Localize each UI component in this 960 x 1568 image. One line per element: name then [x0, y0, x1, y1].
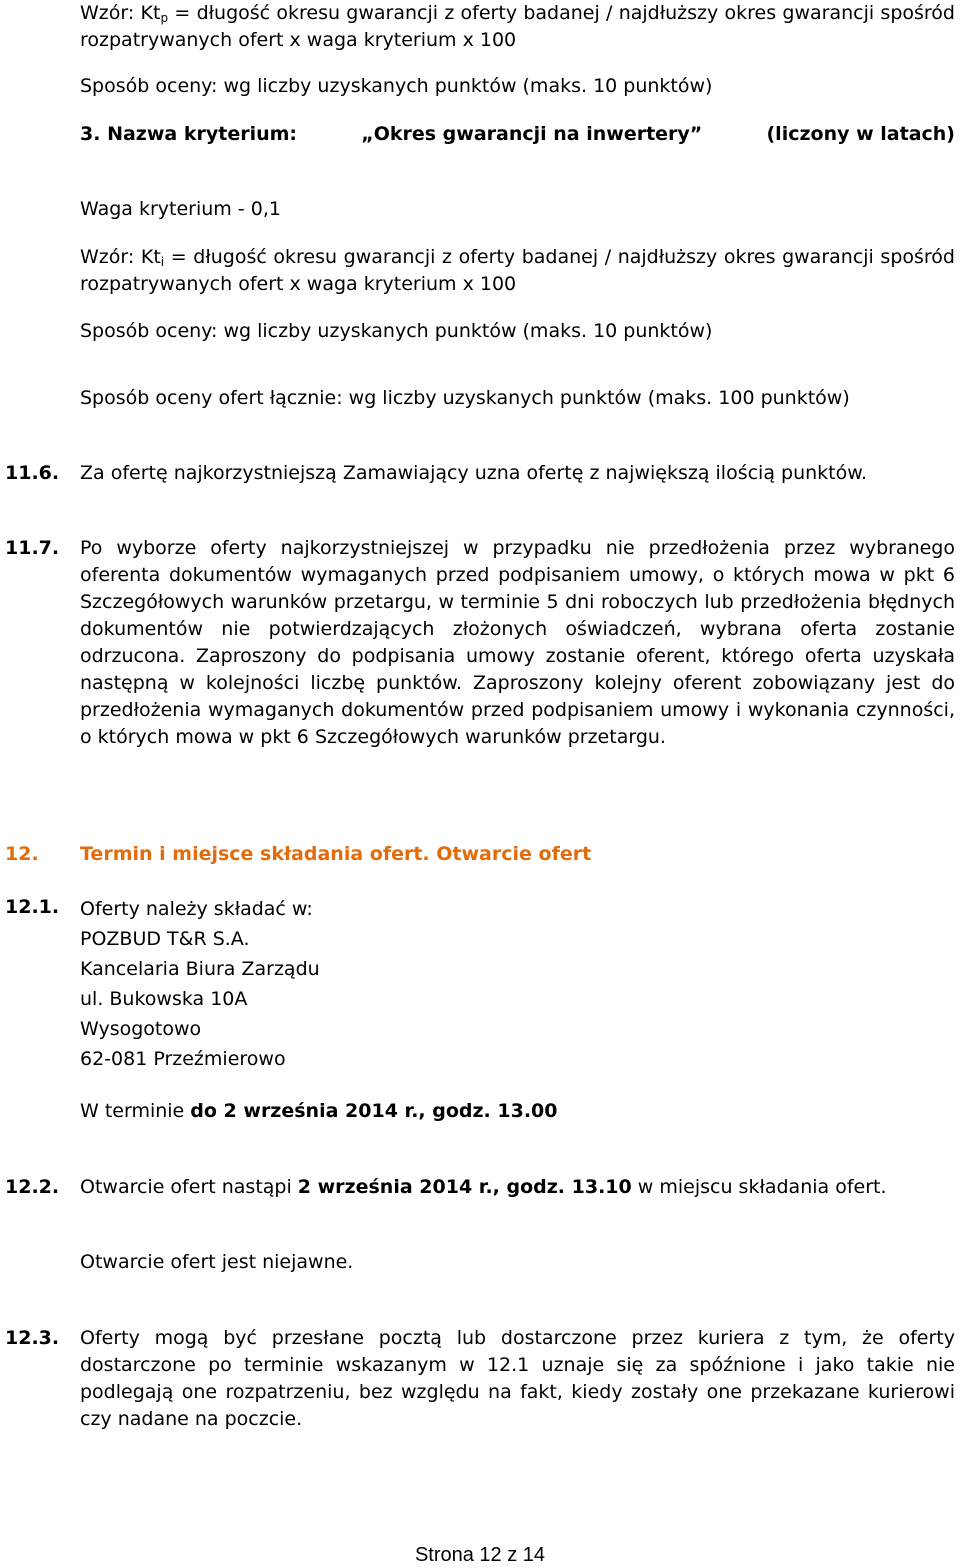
section-11-7-number: 11.7. [5, 537, 60, 559]
total-method: Sposób oceny ofert łącznie: wg liczby uzyskanych punktów (maks. 100 punktów) [80, 387, 850, 409]
opening-date: 2 września 2014 r., godz. 13.10 [297, 1176, 632, 1198]
formula-label: Wzór: [80, 2, 135, 24]
criterion-number: 3. [80, 123, 101, 145]
section-11-6-text: Za ofertę najkorzystniejszą Zamawiający uzna ofertę z największą ilością punktów. [80, 462, 868, 484]
page-footer: Strona 12 z 14 [414, 1544, 546, 1566]
criterion2-method: Sposób oceny: wg liczby uzyskanych punktów (maks. 10 punktów) [80, 75, 713, 97]
formula-label: Wzór: [80, 246, 135, 268]
section-12-1-number: 12.1. [5, 896, 60, 918]
criterion-name-suffix: (liczony w latach) [766, 123, 955, 145]
criterion3-weight: Waga kryterium - 0,1 [80, 198, 281, 220]
address-line: ul. Bukowska 10A [80, 988, 248, 1010]
address-line: Wysogotowo [80, 1018, 202, 1040]
page-total: 14 [522, 1544, 546, 1566]
address-line: POZBUD T&R S.A. [80, 928, 250, 950]
criterion-name-value: „Okres gwarancji na inwertery” [361, 123, 703, 145]
formula-var: $Kt_p$ [140, 2, 169, 25]
section-12-2-note: Otwarcie ofert jest niejawne. [80, 1251, 354, 1273]
criterion3-method: Sposób oceny: wg liczby uzyskanych punktów (maks. 10 punktów) [80, 320, 713, 342]
section-12-number: 12. [5, 843, 39, 865]
criterion-name-label: Nazwa kryterium: [107, 123, 298, 145]
section-12-1-body [80, 894, 955, 1074]
section-12-2-text: Otwarcie ofert nastąpi 2 września 2014 r., godz. 13.10 w miejscu składania ofert. [80, 1176, 887, 1198]
address-line: 62-081 Przeźmierowo [80, 1048, 286, 1070]
criterion3-heading [80, 121, 955, 148]
section-11-7-text: Po wyborze oferty najkorzystniejszej w przypadku nie przedłożenia przez wybranego oferenta dokumentów wymaganych przed podpisaniem umowy, o których mowa w pkt 6 Szczegółowych warunków przetargu, w terminie 5 dni roboczych lub przedłożenia błędnych dokumentów nie potwierdzających złożonych oświadczeń, wybrana oferta zostanie odrzucona. Zaproszony do podpisania umowy zostanie oferent, którego oferta uzyskała następną w kolejności liczbę punktów. Zaproszony kolejny oferent zobowiązany jest do przedłożenia wymaganych dokumentów przed podpisaniem umowy i wykonania czynności, o których mowa w pkt 6 Szczegółowych warunków przetargu. [80, 537, 955, 748]
section-12-3-number: 12.3. [5, 1327, 60, 1349]
section-12-3-text: Oferty mogą być przesłane pocztą lub dostarczone przez kuriera z tym, że oferty dostarczone po terminie wskazanym w 12.1 uznaje się za spóźnione i jako takie nie podlegają one rozpatrzeniu, bez względu na fakt, kiedy zostały one przekazane kurierowi czy nadane na poczcie. [80, 1327, 955, 1430]
formula-var: $Kt_i$ [140, 246, 165, 269]
submission-lead: Oferty należy składać w: [80, 898, 313, 920]
section-12-title: Termin i miejsce składania ofert. Otwarcie ofert [80, 843, 592, 865]
formula-text: = długość okresu gwarancji z oferty badanej / najdłuższy okres gwarancji spośród rozpatrywanych ofert x waga kryterium x 100 [80, 2, 955, 51]
submission-deadline: W terminie do 2 września 2014 r., godz. 13.00 [80, 1100, 558, 1122]
section-12-2-number: 12.2. [5, 1176, 60, 1198]
deadline-date: do 2 września 2014 r., godz. 13.00 [190, 1100, 558, 1122]
page-number: 12 [479, 1544, 502, 1566]
formula-text: = długość okresu gwarancji z oferty badanej / najdłuższy okres gwarancji spośród rozpatrywanych ofert x waga kryterium x 100 [80, 246, 955, 295]
section-11-6-number: 11.6. [5, 462, 60, 484]
criterion2-formula [80, 0, 955, 54]
criterion3-formula [80, 244, 955, 298]
address-line: Kancelaria Biura Zarządu [80, 958, 320, 980]
